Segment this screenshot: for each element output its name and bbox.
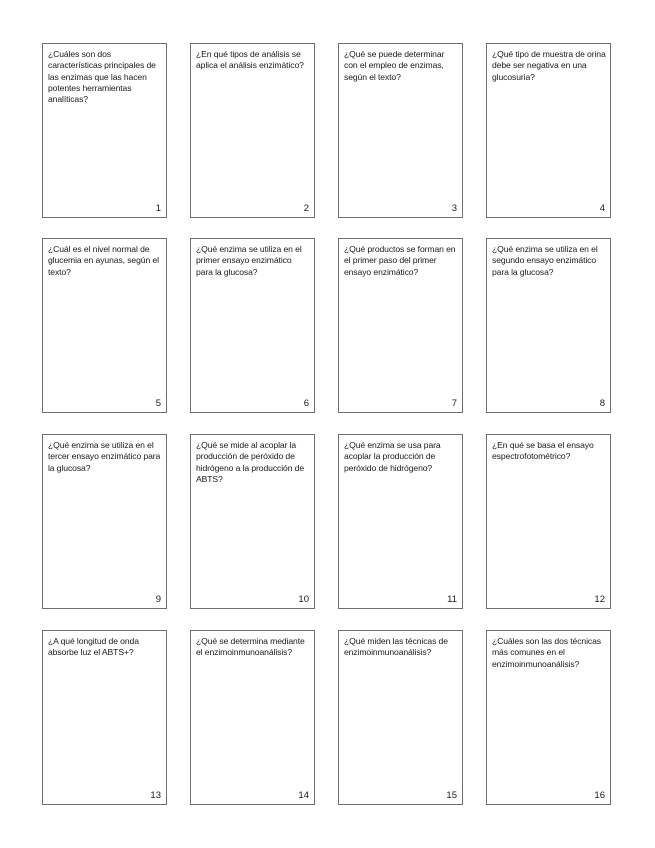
flashcard: [486, 43, 611, 218]
card-question: ¿En qué tipos de análisis se aplica el análisis enzimático?: [196, 49, 304, 71]
card-question: ¿Qué se mide al acoplar la producción de peróxido de hidrógeno a la producción de ABTS?: [196, 440, 305, 484]
card-number: 7: [451, 398, 457, 409]
card-question: ¿Qué se puede determinar con el empleo de enzimas, según el texto?: [344, 49, 445, 82]
flashcard: [338, 43, 463, 218]
card-question: ¿Qué enzima se usa para acoplar la producción de peróxido de hidrógeno?: [344, 440, 441, 473]
flashcard: [190, 43, 315, 218]
flashcard: [338, 434, 463, 609]
card-number: 12: [594, 594, 605, 605]
card-number: 9: [155, 594, 161, 605]
flashcard: [42, 238, 167, 413]
card-question: ¿Cuáles son las dos técnicas más comunes en el enzimoinmunoanálisis?: [492, 636, 601, 669]
card-question: ¿En qué se basa el ensayo espectrofotométrico?: [492, 440, 594, 462]
card-number: 8: [599, 398, 605, 409]
flashcard: [190, 434, 315, 609]
card-number: 4: [599, 203, 605, 214]
flashcard: [486, 434, 611, 609]
card-number: 2: [303, 203, 309, 214]
card-question: ¿Cuál es el nivel normal de glucemia en ayunas, según el texto?: [48, 244, 159, 277]
flashcard: [338, 630, 463, 805]
flashcard: [486, 238, 611, 413]
card-question: ¿Qué enzima se utiliza en el segundo ensayo enzimático para la glucosa?: [492, 244, 598, 277]
card-number: 13: [150, 790, 161, 801]
card-question: ¿Cuáles son dos características principales de las enzimas que las hacen potentes herramientas analíticas?: [48, 49, 156, 105]
flashcard: [42, 630, 167, 805]
card-number: 6: [303, 398, 309, 409]
card-number: 11: [447, 594, 457, 605]
flashcard: [486, 630, 611, 805]
card-number: 14: [298, 790, 309, 801]
flashcard: [190, 238, 315, 413]
card-number: 10: [298, 594, 309, 605]
flashcard: [42, 43, 167, 218]
card-question: ¿A qué longitud de onda absorbe luz el ABTS+?: [48, 636, 139, 658]
card-question: ¿Qué enzima se utiliza en el primer ensayo enzimático para la glucosa?: [196, 244, 302, 277]
card-question: ¿Qué enzima se utiliza en el tercer ensayo enzimático para la glucosa?: [48, 440, 161, 473]
flashcard: [42, 434, 167, 609]
card-question: ¿Qué productos se forman en el primer paso del primer ensayo enzimático?: [344, 244, 456, 277]
card-number: 5: [155, 398, 161, 409]
card-number: 16: [594, 790, 605, 801]
flashcard: [338, 238, 463, 413]
card-question: ¿Qué miden las técnicas de enzimoinmunoanálisis?: [344, 636, 448, 658]
card-question: ¿Qué tipo de muestra de orina debe ser negativa en una glucosuria?: [492, 49, 606, 82]
card-question: ¿Qué se determina mediante el enzimoinmunoanálisis?: [196, 636, 305, 658]
card-number: 3: [451, 203, 457, 214]
card-number: 15: [446, 790, 457, 801]
flashcard: [190, 630, 315, 805]
card-number: 1: [155, 203, 161, 214]
